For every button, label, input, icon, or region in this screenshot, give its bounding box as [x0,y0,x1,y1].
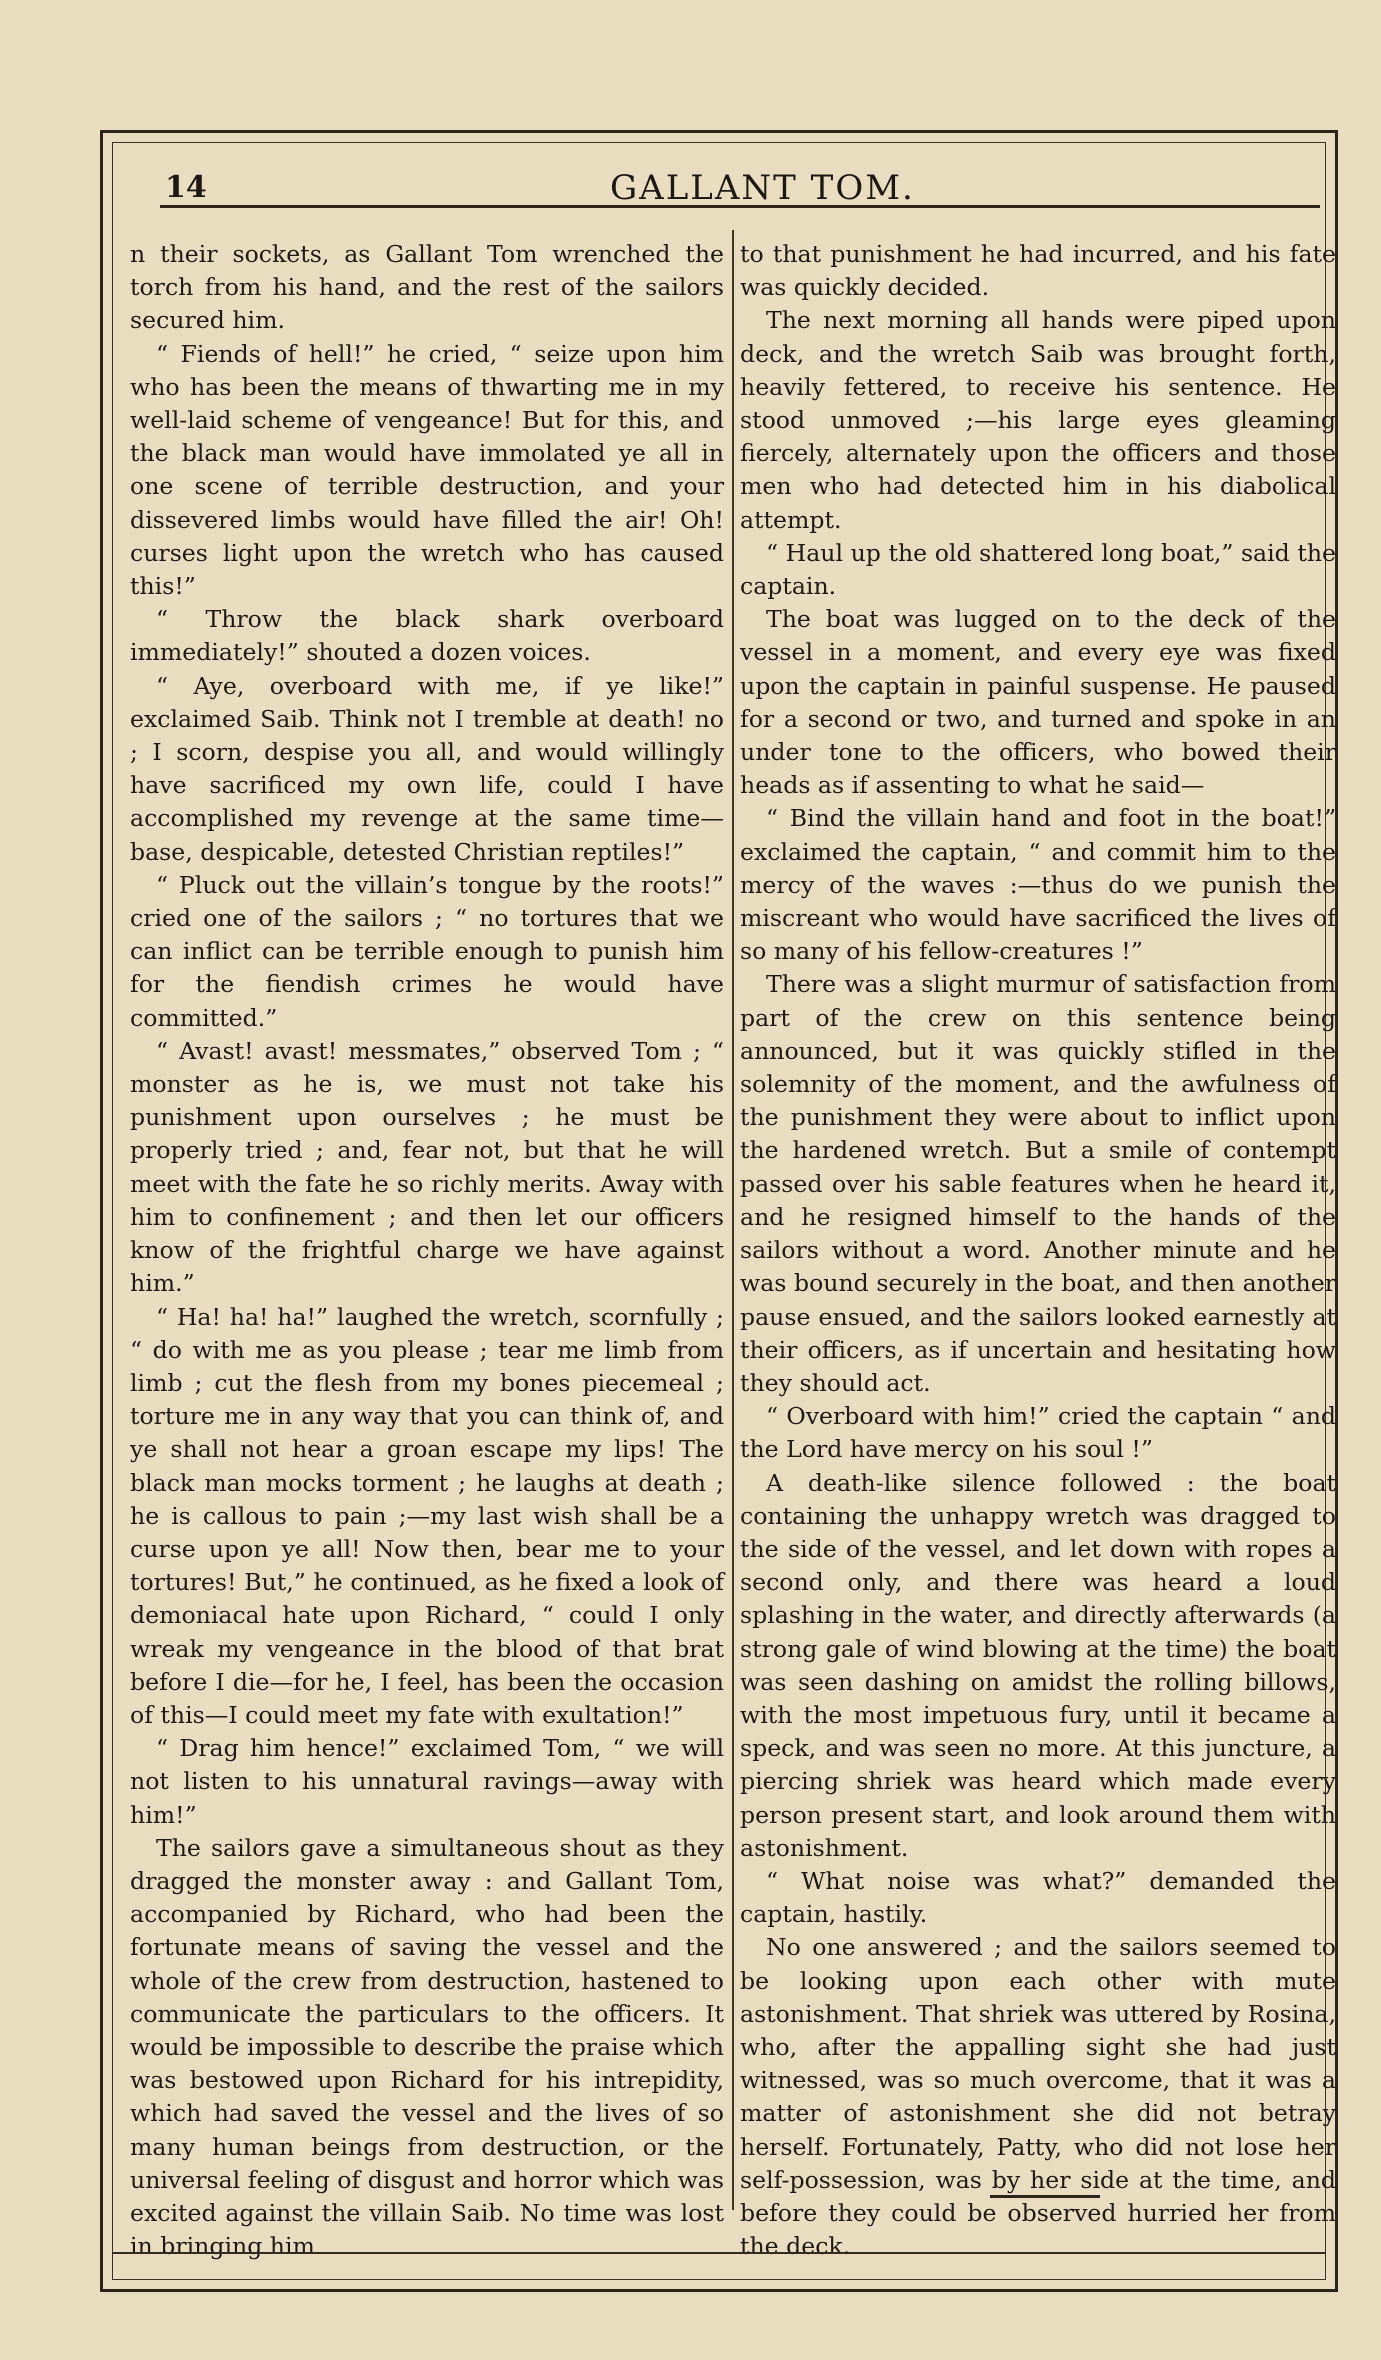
paragraph: “ Pluck out the villain’s tongue by the roots!” cried one of the sailors ; “ no tortures that we can inflict can be terrible enough to punish him for the fiendish crimes he would have committed.” [130,870,724,1032]
paragraph: “ Haul up the old shattered long boat,” said the captain. [740,538,1336,601]
left-column [130,238,724,2263]
paragraph: “ Avast! avast! messmates,” observed Tom ; “ monster as he is, we must not take his punishment upon ourselves ; he must be properly tried ; and, fear not, but that he will meet with the fate he so richly merits. Away with him to confinement ; and then let our officers know of the frightful charge we have against him.” [130,1036,724,1298]
page-header [150,160,1300,210]
paragraph: “ Aye, overboard with me, if ye like!” exclaimed Saib. Think not I tremble at death! no ; I scorn, despise you all, and would willingly have sacrificed my own life, could I have accomplished my revenge at the same time—base, despicable, detested Christian reptiles!” [130,671,724,866]
paragraph: to that punishment he had incurred, and his fate was quickly decided. [740,240,1336,302]
running-title: GALLANT TOM. [610,168,915,208]
paragraph: A death-like silence followed : the boat containing the unhappy wretch was dragged to the side of the vessel, and let down with ropes a second only, and there was heard a loud splashing in the water, and directly afterwards (a strong gale of wind blowing at the time) the boat was seen dashing on amidst the rolling billows, with the most impetuous fury, until it became a speck, and was seen no more. At this juncture, a piercing shriek was heard which made every person present start, and look around them with astonishment. [740,1468,1336,1862]
page-number: 14 [165,170,207,205]
paragraph: The next morning all hands were piped upon deck, and the wretch Saib was brought forth, heavily fettered, to receive his sentence. He stood unmoved ;—his large eyes gleaming fiercely, alternately upon the officers and those men who had detected him in his diabolical attempt. [740,306,1336,534]
paragraph: “ What noise was what?” demanded the captain, hastily. [740,1866,1336,1929]
paragraph: “ Drag him hence!” exclaimed Tom, “ we will not listen to his unnatural ravings—away with him!” [130,1734,724,1829]
paragraph: n their sockets, as Gallant Tom wrenched the torch from his hand, and the rest of the sailors secured him. [130,240,724,335]
paragraph: There was a slight murmur of satisfaction from part of the crew on this sentence being announced, but it was quickly stifled in the solemnity of the moment, and the awfulness of the punishment they were about to inflict upon the hardened wretch. But a smile of contempt passed over his sable features when he heard it, and he resigned himself to the hands of the sailors without a word. Another minute and he was bound securely in the boat, and then another pause ensued, and the sailors looked earnestly at their officers, as if uncertain and hesitating how they should act. [740,970,1336,1397]
header-rule [160,205,1320,208]
column-divider [732,230,734,2210]
paragraph: “ Bind the villain hand and foot in the boat!” exclaimed the captain, “ and commit him to the mercy of the waves :—thus do we punish the miscreant who would have sacrificed the lives of so many of his fellow-creatures !” [740,804,1336,966]
paragraph: No one answered ; and the sailors seemed to be looking upon each other with mute astonishment. That shriek was uttered by Rosina, who, after the appalling sight she had just witnessed, was so much overcome, that it was a matter of astonishment she did not betray herself. Fortunately, Patty, who did not lose her self-possession, was by her side at the time, and before they could be observed hurried her from the deck. [740,1933,1336,2261]
right-column [740,238,1336,2263]
paragraph: The sailors gave a simultaneous shout as they dragged the monster away : and Gallant Tom, accompanied by Richard, who had been the fortunate means of saving the vessel and the whole of the crew from destruction, hastened to communicate the particulars to the officers. It would be impossible to describe the praise which was bestowed upon Richard for his intrepidity, which had saved the vessel and the lives of so many human beings from destruction, or the universal feeling of disgust and horror which was excited against the villain Saib. No time was lost in bringing him [130,1833,724,2261]
paragraph: “ Throw the black shark overboard immediately!” shouted a dozen voices. [130,605,724,667]
section-end-rule [990,2195,1100,2198]
paragraph: “ Overboard with him!” cried the captain “ and the Lord have mercy on his soul !” [740,1402,1336,1464]
paragraph: “ Fiends of hell!” he cried, “ seize upon him who has been the means of thwarting me in my well-laid scheme of vengeance! But for this, and the black man would have immolated ye all in one scene of terrible destruction, and your dissevered limbs would have filled the air! Oh! curses light upon the wretch who has caused this!” [130,339,724,601]
footer-rule [112,2252,1326,2254]
paragraph: “ Ha! ha! ha!” laughed the wretch, scornfully ; “ do with me as you please ; tear me limb from limb ; cut the flesh from my bones piecemeal ; torture me in any way that you can think of, and ye shall not hear a groan escape my lips! The black man mocks torment ; he laughs at death ; he is callous to pain ;—my last wish shall be a curse upon ye all! Now then, bear me to your tortures! But,” he continued, as he fixed a look of demoniacal hate upon Richard, “ could I only wreak my vengeance in the blood of that brat before I die—for he, I feel, has been the occasion of this—I could meet my fate with exultation!” [130,1302,724,1729]
paragraph: The boat was lugged on to the deck of the vessel in a moment, and every eye was fixed upon the captain in painful suspense. He paused for a second or two, and turned and spoke in an under tone to the officers, who bowed their heads as if assenting to what he said— [740,605,1336,800]
